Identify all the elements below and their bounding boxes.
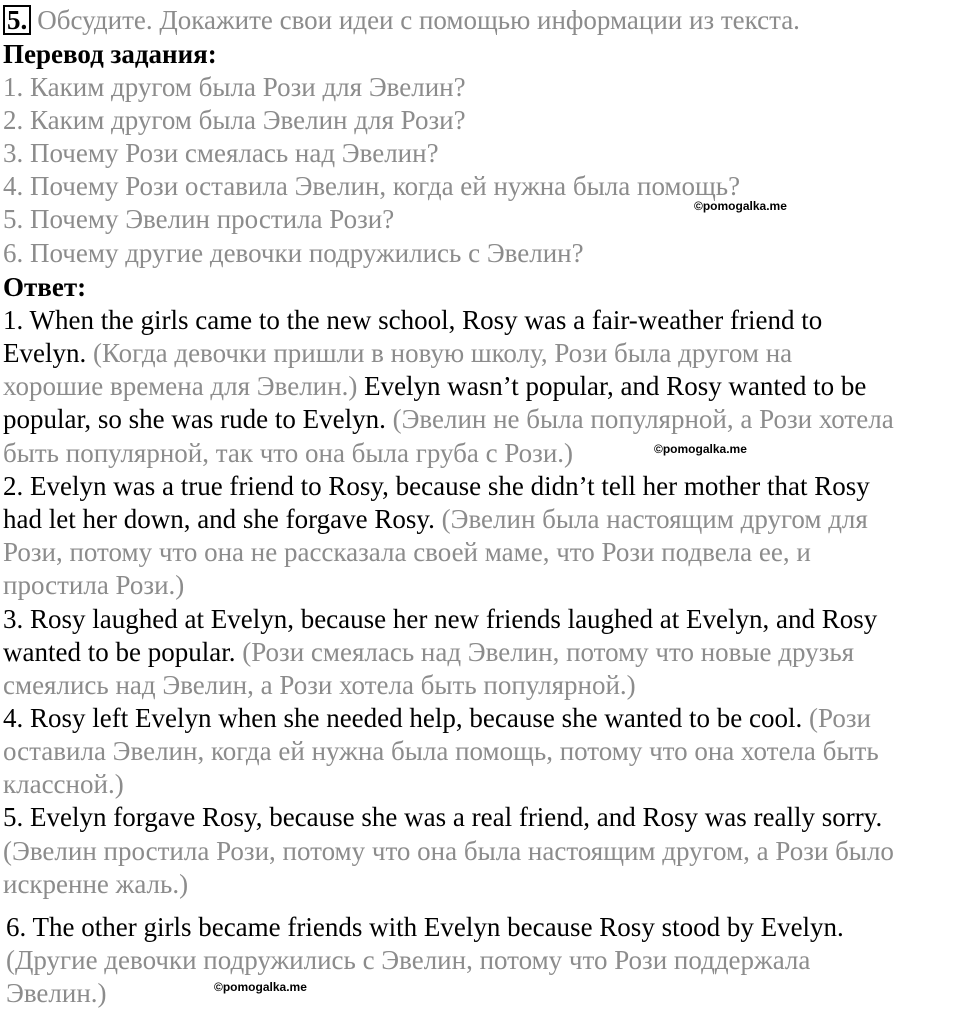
answer-3-line: 3. Rosy laughed at Evelyn, because her new friends laughed at Evelyn, and Rosy [3,604,878,634]
answer-2-line: 2. Evelyn was a true friend to Rosy, because she didn’t tell her mother that Rosy [3,471,870,501]
answer-5-line: 5. Evelyn forgave Rosy, because she was a real friend, and Rosy was really sorry. [3,802,883,832]
answer-4-line: классной.) [3,769,124,799]
translation-heading: Перевод задания: [3,39,217,69]
translation-item: 1. Каким другом была Рози для Эвелин? [3,72,466,102]
translation-item: 3. Почему Рози смеялась над Эвелин? [3,138,439,168]
answer-3-ru: (Рози смеялась над Эвелин, потому что новые друзья [242,637,855,667]
answer-2-line: Рози, потому что она не рассказала своей маме, что Рози подвела ее, и [3,537,811,567]
translation-item: 4. Почему Рози оставила Эвелин, когда ей нужна была помощь? [3,171,741,201]
task-text: Обсудите. Докажите свои идеи с помощью информации из текста. [37,5,800,35]
answer-6-line: (Другие девочки подружились с Эвелин, потому что Рози поддержала [6,945,811,975]
answer-1-en: Evelyn wasn’t popular, and Rosy wanted to be [364,371,867,401]
watermark: ©pomogalka.me [214,980,307,994]
answer-1-line: 1. When the girls came to the new school, Rosy was a fair-weather friend to [3,305,823,335]
answer-1-line [3,403,894,435]
answer-1-en: popular, so she was rude to Evelyn. [3,404,386,434]
answer-1-line: быть популярной, так что она была груба с Рози.) [3,438,574,468]
answer-3-en: wanted to be popular. [3,637,236,667]
answer-2-ru: (Эвелин была настоящим другом для [441,504,868,534]
answer-2-line [3,503,868,535]
answer-1-ru: хорошие времена для Эвелин.) [3,371,358,401]
task-number: 5. [3,5,31,35]
answer-6-line: 6. The other girls became friends with Evelyn because Rosy stood by Evelyn. [6,912,844,942]
translation-item: 5. Почему Эвелин простила Рози? [3,204,395,234]
translation-item: 2. Каким другом была Эвелин для Рози? [3,105,466,135]
answer-3-line [3,636,854,668]
answer-1-line [3,337,792,369]
answer-heading: Ответ: [3,272,87,302]
answer-1-line [3,370,866,402]
answer-5-line: (Эвелин простила Рози, потому что она была настоящим другом, а Рози было [3,836,894,866]
task-line [3,4,800,36]
answer-4-line: оставила Эвелин, когда ей нужна была помощь, потому что она хотела быть [3,736,879,766]
watermark: ©pomogalka.me [654,442,747,456]
answer-1-ru: (Эвелин не была популярной, а Рози хотела [392,404,894,434]
answer-4-ru: (Рози [809,703,871,733]
answer-3-line: смеялись над Эвелин, а Рози хотела быть популярной.) [3,670,636,700]
answer-5-line: искренне жаль.) [3,869,189,899]
watermark: ©pomogalka.me [694,199,787,213]
answer-4-en: 4. Rosy left Evelyn when she needed help, because she wanted to be cool. [3,703,803,733]
answer-4-line [3,702,871,734]
answer-1-en: Evelyn. [3,338,87,368]
answer-2-en: had let her down, and she forgave Rosy. [3,504,435,534]
answer-2-line: простила Рози.) [3,570,185,600]
answer-1-ru: (Когда девочки пришли в новую школу, Рози была другом на [92,338,793,368]
translation-item: 6. Почему другие девочки подружились с Эвелин? [3,238,584,268]
answer-6-line: Эвелин.) [6,978,107,1008]
